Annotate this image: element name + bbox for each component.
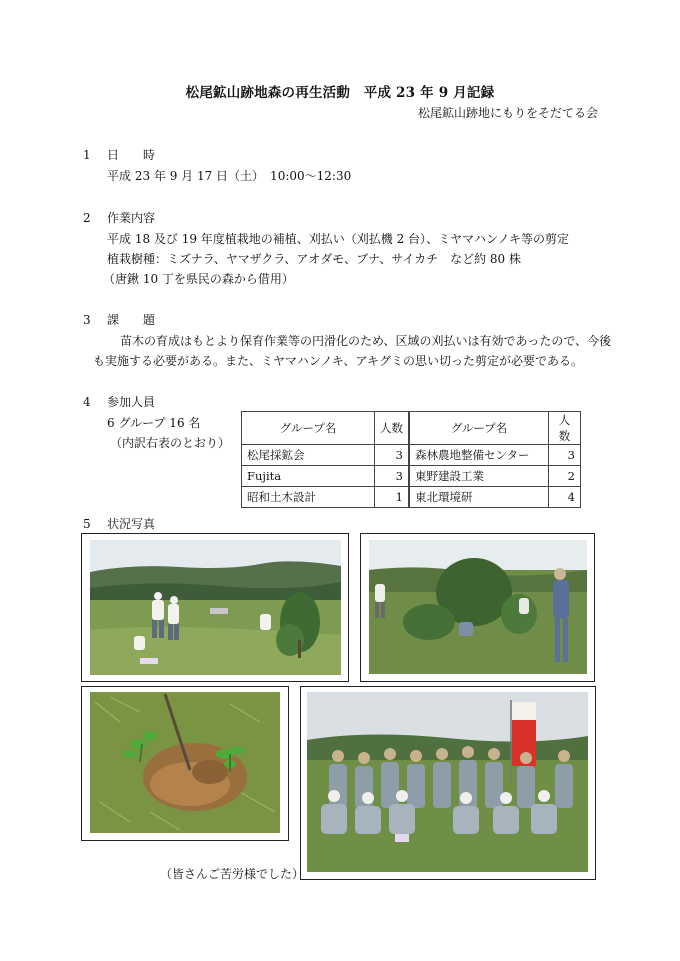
- count-cell: 2: [549, 466, 581, 487]
- photo-group-image: [307, 692, 588, 872]
- date-text: 平成 23 年 9 月 17 日（土） 10:00～12:30: [107, 169, 352, 183]
- table-row: [242, 445, 581, 466]
- section-2-number: 2: [83, 211, 91, 225]
- participants-summary: 6 グループ 16 名: [107, 416, 201, 430]
- issues-line-2: も実施する必要がある。また、ミヤマハンノキ、アキグミの思い切った剪定が必要である。: [93, 354, 583, 368]
- table-header-row: [242, 412, 581, 445]
- document-title: 松尾鉱山跡地森の再生活動 平成 23 年 9 月記録: [185, 85, 495, 101]
- group-cell: Fujita: [242, 466, 375, 487]
- photo-planting-work-image: [90, 540, 341, 675]
- section-4-heading: 参加人員: [107, 395, 156, 409]
- issues-line-1: 苗木の育成はもとより保育作業等の円滑化のため、区域の刈払いは有効であったので、今後: [120, 334, 612, 348]
- section-1-heading: 日 時: [107, 148, 156, 162]
- col-header-count: 人数: [375, 412, 409, 445]
- table-row: [242, 487, 581, 508]
- section-5-number: 5: [83, 517, 91, 531]
- work-line-2: 植栽樹種：ミズナラ、ヤマザクラ、アオダモ、ブナ、サイカチ など約 80 株: [107, 252, 521, 266]
- section-1-number: 1: [83, 148, 91, 162]
- section-4-number: 4: [83, 395, 91, 409]
- group-cell: 東野建設工業: [410, 466, 549, 487]
- count-cell: 3: [375, 445, 409, 466]
- section-5-heading: 状況写真: [107, 517, 156, 531]
- col-header-group: グループ名: [242, 412, 375, 445]
- photo-pruning-work-image: [369, 540, 587, 674]
- col-header-count-2: 人数: [549, 412, 581, 445]
- section-2-heading: 作業内容: [107, 211, 156, 225]
- count-cell: 1: [375, 487, 409, 508]
- photo-pruning-work: [369, 540, 587, 674]
- photo-caption: （皆さんご苦労様でした）: [160, 867, 305, 881]
- participants-note: （内訳右表のとおり）: [110, 436, 231, 450]
- work-line-3: （唐鍬 10 丁を県民の森から借用）: [103, 272, 294, 286]
- work-line-1: 平成 18 及び 19 年度植栽地の補植、刈払い（刈払機 2 台）、ミヤマハンノキ等の剪定: [107, 232, 569, 246]
- participants-table: [241, 411, 581, 508]
- section-3-heading: 課 題: [107, 313, 156, 327]
- count-cell: 3: [549, 445, 581, 466]
- count-cell: 4: [549, 487, 581, 508]
- count-cell: 3: [375, 466, 409, 487]
- photo-planting-work: [90, 540, 341, 675]
- section-3-number: 3: [83, 313, 91, 327]
- organization-name: 松尾鉱山跡地にもりをそだてる会: [417, 106, 598, 120]
- table-row: [242, 466, 581, 487]
- photo-group: [307, 692, 588, 872]
- photo-seedling-image: [90, 692, 280, 833]
- group-cell: 東北環境研: [410, 487, 549, 508]
- col-header-group-2: グループ名: [410, 412, 549, 445]
- group-cell: 松尾採鉱会: [242, 445, 375, 466]
- photo-seedling: [90, 692, 280, 833]
- group-cell: 森林農地整備センター: [410, 445, 549, 466]
- group-cell: 昭和土木設計: [242, 487, 375, 508]
